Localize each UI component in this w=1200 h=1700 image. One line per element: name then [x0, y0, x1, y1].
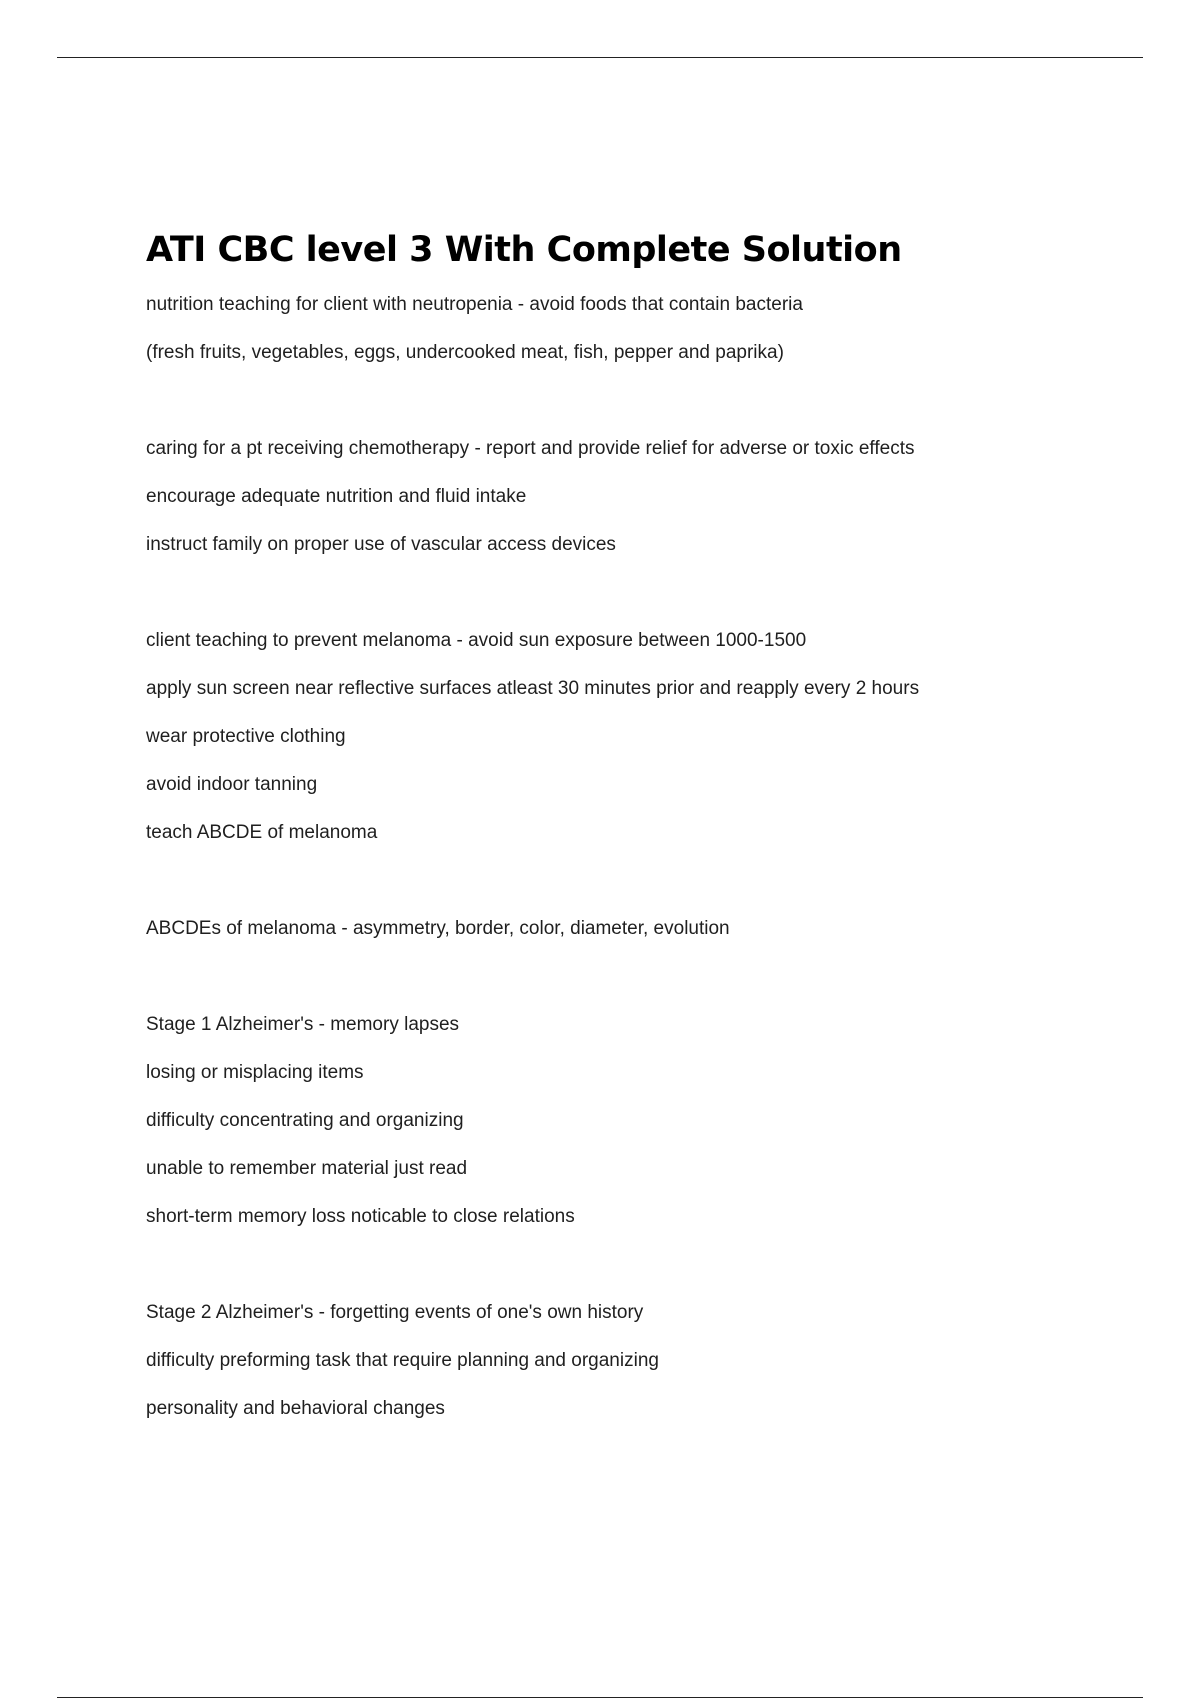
text-line: (fresh fruits, vegetables, eggs, undercooked meat, fish, pepper and paprika): [146, 342, 784, 363]
text-line: instruct family on proper use of vascular access devices: [146, 534, 616, 555]
text-line: teach ABCDE of melanoma: [146, 822, 378, 843]
text-line: encourage adequate nutrition and fluid intake: [146, 486, 527, 507]
bottom-rule: [57, 1697, 1143, 1698]
text-line: caring for a pt receiving chemotherapy - report and provide relief for adverse or toxic effects: [146, 438, 915, 459]
top-rule: [57, 57, 1143, 58]
section-melanoma-prevention: [146, 617, 1106, 857]
text-line: apply sun screen near reflective surfaces atleast 30 minutes prior and reapply every 2 hours: [146, 678, 920, 699]
document-body: [146, 225, 1106, 1433]
section-alzheimers-stage-1: [146, 1001, 1106, 1241]
document-title: ATI CBC level 3 With Complete Solution: [146, 230, 902, 270]
text-line: losing or misplacing items: [146, 1062, 364, 1083]
section-abcde: [146, 905, 1106, 953]
section-neutropenia: [146, 281, 1106, 377]
text-line: Stage 2 Alzheimer's - forgetting events of one's own history: [146, 1302, 644, 1323]
text-line: short-term memory loss noticable to close relations: [146, 1206, 575, 1227]
text-line: personality and behavioral changes: [146, 1398, 445, 1419]
text-line: Stage 1 Alzheimer's - memory lapses: [146, 1014, 460, 1035]
text-line: nutrition teaching for client with neutropenia - avoid foods that contain bacteria: [146, 294, 803, 315]
text-line: wear protective clothing: [146, 726, 346, 747]
text-line: difficulty preforming task that require planning and organizing: [146, 1350, 659, 1371]
text-line: client teaching to prevent melanoma - avoid sun exposure between 1000-1500: [146, 630, 807, 651]
text-line: avoid indoor tanning: [146, 774, 318, 795]
text-line: ABCDEs of melanoma - asymmetry, border, color, diameter, evolution: [146, 918, 730, 939]
text-line: difficulty concentrating and organizing: [146, 1110, 464, 1131]
section-chemotherapy: [146, 425, 1106, 569]
text-line: unable to remember material just read: [146, 1158, 468, 1179]
section-alzheimers-stage-2: [146, 1289, 1106, 1433]
